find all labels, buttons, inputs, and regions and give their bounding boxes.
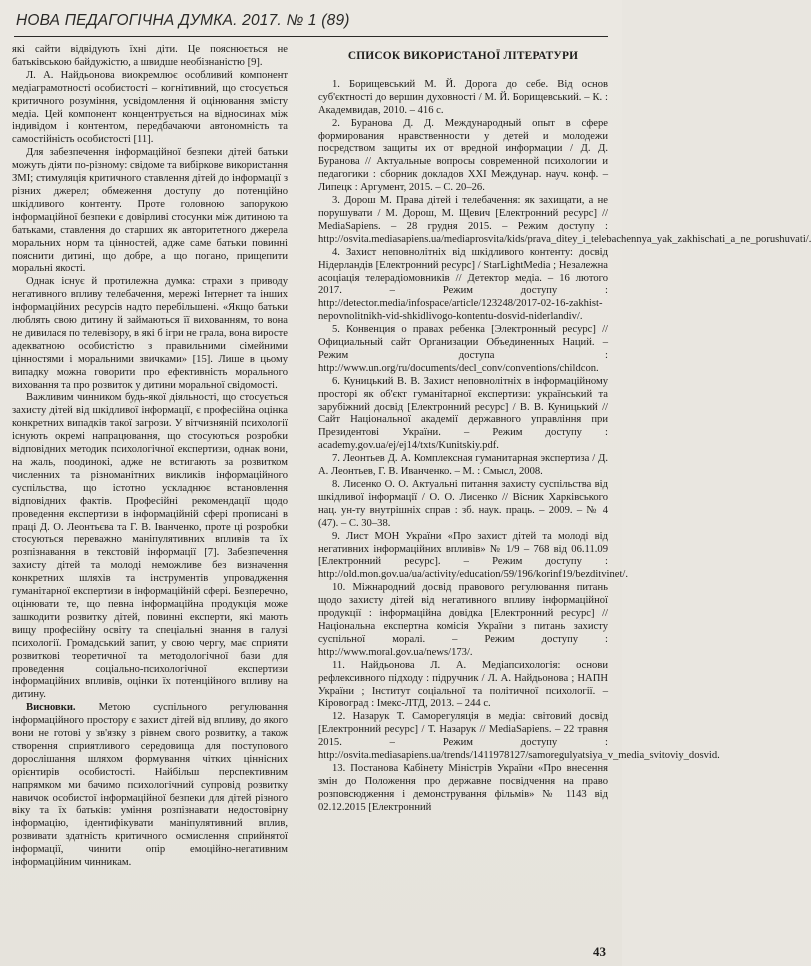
- journal-title: НОВА ПЕДАГОГІЧНА ДУМКА. 2017. № 1 (89): [16, 12, 350, 29]
- body-paragraph: Однак існує й протилежна думка: страхи з приводу негативного впливу телебачення, мережі Інтернет та інших інформаційних ресурсів надто перебільшені. «Якщо батьки люблять свою дитину й займаються її вихованням, то вона не дивилася по телевізору, в які б ігри не грала, вона виросте адекватною особистістю з правильними сімейними цінностями і моральними звичками» [15]. Лише в цьому випадку можна говорити про ефективність морального виховання та про розвиток у дитини моральної свідомості.: [12, 276, 288, 391]
- reference-item: 8. Лисенко О. О. Актуальні питання захисту суспільства від шкідливої інформації / О. О. Лисенко // Вісник Харківського нац. ун-ту внутрішніх справ : зб. наук. праць. – 2009. – № 4 (47). – С. 30–38.: [318, 479, 608, 529]
- body-paragraph: які сайти відвідують їхні діти. Це пояснюється не батьківською байдужістю, а швидше необізнаністю [9].: [12, 44, 288, 68]
- conclusion-text: Метою суспільного регулювання інформаційного простору є захист дітей від впливу, до якого вони не готові у зв'язку з рівнем свого розвитку, а також створення сприятливого середовища для поступового дорослішання шляхом формування чітких ціннісних орієнтирів особистості. Найбільш перспективним напрямком ми бачимо психологічний супровід розвитку навичок особистої інформаційної безпеки для дітей різного віку та їх батьків: уміння розпізнавати недостовірну інформацію, ідентифікувати маніпулятивний вплив, розвивати здатність критичного осмислення сприйнятої інформації, чинити опір емоційно-негативним інформаційним чинникам.: [12, 702, 288, 869]
- reference-item: 2. Буранова Д. Д. Международный опыт в сфере формирования нравственности у детей и молодежи посредством защиты их от вредной информации / Д. Д. Буранова // Актуальные вопросы современной психологии и педагогики : сборник докладов XXI Междунар. науч. конф. – Липецк : Аргумент, 2015. – С. 20–26.: [318, 117, 608, 194]
- reference-item: 13. Постанова Кабінету Міністрів України «Про внесення змін до Положення про державне посвідчення на право розповсюдження і демонстрування фільмів» № 1143 від 02.12.2015 [Електронний: [318, 762, 608, 813]
- reference-item: 6. Куницький В. В. Захист неповнолітніх в інформаційному просторі як об'єкт гуманітарної експертизи: український та зарубіжний досвід [Електронний ресурс] / В. В. Куницький // Сайт Національної академії державного управління при Президентові України. – Режим доступу : academy.gov.ua/ej/ej14/txts/Kunitskiy.pdf.: [318, 375, 608, 452]
- reference-item: 1. Борищевський М. Й. Дорога до себе. Від основ суб'єктності до вершин духовності / М. Й. Борищевський. – К. : Академвидав, 2010. – 416 с.: [318, 78, 608, 116]
- references-title: СПИСОК ВИКОРИСТАНОЇ ЛІТЕРАТУРИ: [347, 50, 579, 62]
- body-paragraph: Для забезпечення інформаційної безпеки дітей батьки можуть діяти по-різному: свідоме та вибіркове використання ЗМІ; стимуляція критичного ставлення дітей до інформації з різних джерел; обмеження доступу до потенційно шкідливого контенту. Проте головною запорукою інформаційної безпеки є довірливі стосунки між дитиною та батьками, ставлення до старших як авторитетного джерела моральних норм та цінностей, адже саме батьки повинні пояснити дитині, що добре, а що погано, прищепити моральні якості.: [12, 147, 288, 275]
- running-header: [14, 6, 608, 37]
- page-number: 43: [593, 944, 606, 959]
- reference-item: 10. Міжнародний досвід правового регулювання питань щодо захисту дітей від негативного впливу інформаційної продукції : інформаційна довідка [Електронний ресурс] // Національна експертна комісія України з питань захисту суспільної моралі. – Режим доступу : http://www.moral.gov.ua/news/173/.: [318, 582, 608, 658]
- reference-item: 3. Дорош М. Права дітей і телебачення: як захищати, а не порушувати / М. Дорош, М. Щевич [Електронний ресурс] // MediaSapiens. – 28 грудня 2015. – Режим доступу : http://osvita.mediasapiens.ua/mediaprosvita/kids/prava_ditey_i_telebachennya_yak_zakhischati_a_ne_porushuvati/.: [318, 195, 811, 245]
- left-column: [12, 44, 288, 870]
- reference-item: 11. Найдьонова Л. А. Медіапсихологія: основи рефлексивного підходу : підручник / Л. А. Найдьонова ; НАПН України ; Інститут соціальної та політичної психології. – Кіровоград : Імекс-ЛТД, 2013. – 244 с.: [318, 659, 608, 710]
- reference-item: 9. Лист МОН України «Про захист дітей та молоді від негативних інформаційних впливів» № 1/9 – 768 від 06.11.09 [Електронний ресурс]. – Режим доступу : http://old.mon.gov.ua/ua/activity/education/59/196/korinf19/bezditvinet/.: [318, 530, 629, 581]
- reference-item: 12. Назарук Т. Саморегуляція в медіа: світовий досвід [Електронний ресурс] / Т. Назарук // MediaSapiens. – 22 травня 2015. – Режим доступу : http://osvita.mediasapiens.ua/trends/1411978127/samoregulyatsiya_v_media_svitoviy_dosvid.: [318, 711, 720, 762]
- conclusion-label: Висновки.: [26, 702, 76, 714]
- body-paragraph: Л. А. Найдьонова виокремлює особливий компонент медіаграмотності особистості – когнітивний, що стосується критичного розуміння, усвідомлення й оцінювання змісту медіа. Цей компонент концентрується на відносинах між індивідом і контентом, передбачаючи автономність та самостійність особистості [11].: [12, 69, 288, 146]
- reference-item: 5. Конвенция о правах ребенка [Электронный ресурс] // Официальный сайт Организации Объединенных Наций. – Режим доступа : http://www.un.org/ru/documents/decl_conv/conventions/childcon.: [318, 324, 608, 374]
- reference-item: 7. Леонтьев Д. А. Комплексная гуманитарная экспертиза / Д. А. Леонтьев, Г. В. Иванченко. – М. : Смысл, 2008.: [318, 453, 608, 478]
- body-paragraph: Важливим чинником будь-якої діяльності, що стосується захисту дітей від шкідливої інформації, є професійна оцінка конкретних випадків такої загрози. У вітчизняній психології існують окремі напрацювання, що стосуються розробки відповідних методик психологічної експертизи, однак вони, на жаль, поодинокі, адже не встигають за розвитком численних та різноманітних викликів інформаційного суспільства, що істотно ускладнює встановлення відповідних фактів. Професійні рекомендації щодо проведення експертизи в інформаційній сфері прописані в праці Д. О. Леонтьєва та Г. В. Іванченко, проте ці розробки стосуються переважно маніпулятивних впливів та їх розпізнавання в текстовій інформації [7]. Забезпечення захисту дітей та молоді неможливе без визначення конкретних шляхів та інструментів упровадження гуманітарної експертизи в інформаційній сфері. Безперечно, оцінювати те, що певна інформаційна продукція може зашкодити розвитку дітей, повинні експерти, які мають вищу професійну освіту та спеціальні знання в галузі психології. Громадський запит, у свою чергу, має сприяти розвиткові теоретичної та методологічної бази для проведення соціально-психологічної експертизи інформаційних впливів, оцінки їх потенційного впливу на дитину.: [12, 392, 288, 701]
- conclusion-paragraph: [12, 702, 288, 870]
- reference-item: 4. Захист неповнолітніх від шкідливого контенту: досвід Нідерландів [Електронний ресурс] / StarLightMedia ; Незалежна асоціація телерадіомовників // Детектор медіа. – 16 лютого 2017. – Режим доступу : http://detector.media/infospace/article/123248/2017-02-16-zakhist-nepovnolitnikh-vid-shkidlivogo-kontentu-dosvid-niderlandiv/.: [318, 246, 608, 323]
- right-column: [318, 44, 811, 815]
